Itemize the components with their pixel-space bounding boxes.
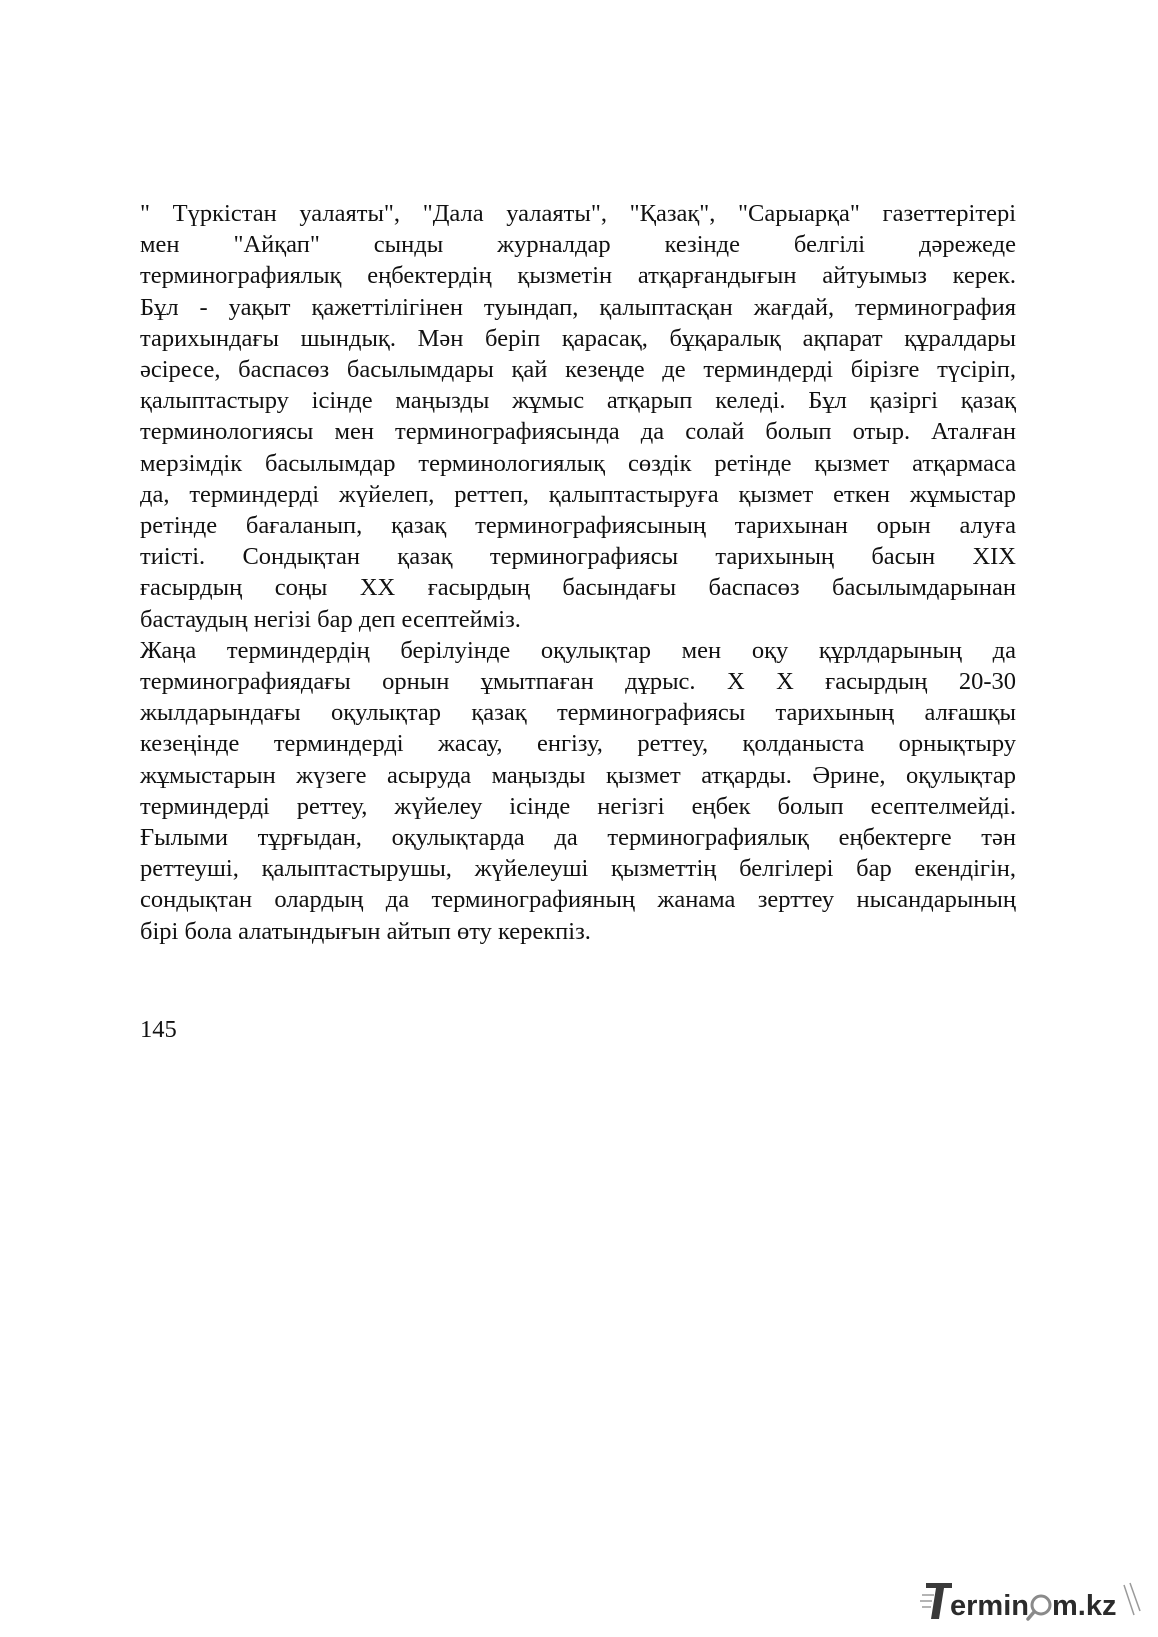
logo-text-part-1: ermin [950, 1590, 1029, 1622]
text-line: ғасырдың соңы XX ғасырдың басындағы баспасөз басылымдарынан [140, 574, 1016, 602]
text-line: терминдерді реттеу, жүйелеу ісінде негізгі еңбек болып есептелмейді. [140, 792, 1016, 820]
text-line: мен "Айқап" сынды журналдар кезінде белгілі дәрежеде [140, 231, 1016, 259]
logo-text-part-2: m.kz [1052, 1590, 1117, 1622]
text-line: терминологиясы мен терминографиясында да солай болып отыр. Аталған [140, 418, 1016, 446]
page-number: 145 [140, 1016, 177, 1043]
text-line: терминографиялық еңбектердің қызметін атқарғандығын айтуымыз керек. [140, 262, 1016, 290]
text-line: ретінде бағаланып, қазақ терминографиясының тарихынан орын алуға [140, 512, 1016, 540]
text-line: реттеуші, қалыптастырушы, жүйелеуші қызметтің белгілері бар екендігін, [140, 855, 1016, 883]
text-line: Жаңа терминдердің берілуінде оқулықтар мен оқу құрлдарының да [140, 636, 1016, 664]
text-line: кезеңінде терминдерді жасау, енгізу, реттеу, қолданыста орнықтыру [140, 730, 1016, 758]
body-text [140, 198, 1016, 947]
text-line: әсіресе, баспасөз басылымдары қай кезеңде де терминдерді бірізге түсіріп, [140, 356, 1016, 384]
termincom-logo [920, 1575, 1142, 1623]
text-line: Бұл - уақыт қажеттілігінен туындап, қалыптасқан жағдай, терминография [140, 293, 1016, 321]
text-line: " Түркістан уалаяты", "Дала уалаяты", "Қазақ", "Сарыарқа" газеттерітері [140, 200, 1016, 227]
text-line: жұмыстарын жүзеге асыруда маңызды қызмет атқарды. Әрине, оқулықтар [140, 761, 1016, 789]
logo-streak-icon [1124, 1583, 1140, 1615]
magnifier-icon [1028, 1596, 1050, 1619]
text-line: мерзімдік басылымдар терминологиялық сөздік ретінде қызмет атқармаса [140, 449, 1016, 477]
text-line: жылдарындағы оқулықтар қазақ терминографиясы тарихының алғашқы [140, 699, 1016, 727]
text-line: да, терминдерді жүйелеп, реттеп, қалыптастыруға қызмет еткен жұмыстар [140, 480, 1016, 508]
text-line: Ғылыми тұрғыдан, оқулықтарда да терминографиялық еңбектерге тән [140, 824, 1016, 852]
text-line: бірі бола алатындығын айтып өту керекпіз. [140, 917, 591, 945]
text-line: тиісті. Сондықтан қазақ терминографиясы тарихының басын XIX [140, 543, 1016, 571]
text-line: тарихындағы шындық. Мән беріп қарасақ, бұқаралық ақпарат құралдары [140, 324, 1016, 352]
text-line: қалыптастыру ісінде маңызды жұмыс атқарып келеді. Бұл қазіргі қазақ [140, 387, 1016, 415]
text-line: сондықтан олардың да терминографияның жанама зерттеу нысандарының [140, 886, 1016, 914]
text-line: бастаудың негізі бар деп есептейміз. [140, 605, 521, 633]
site-watermark [920, 1575, 1142, 1623]
logo-t-mark [920, 1583, 952, 1619]
text-line: терминографиядағы орнын ұмытпаған дұрыс. Х Х ғасырдың 20-30 [140, 668, 1016, 696]
